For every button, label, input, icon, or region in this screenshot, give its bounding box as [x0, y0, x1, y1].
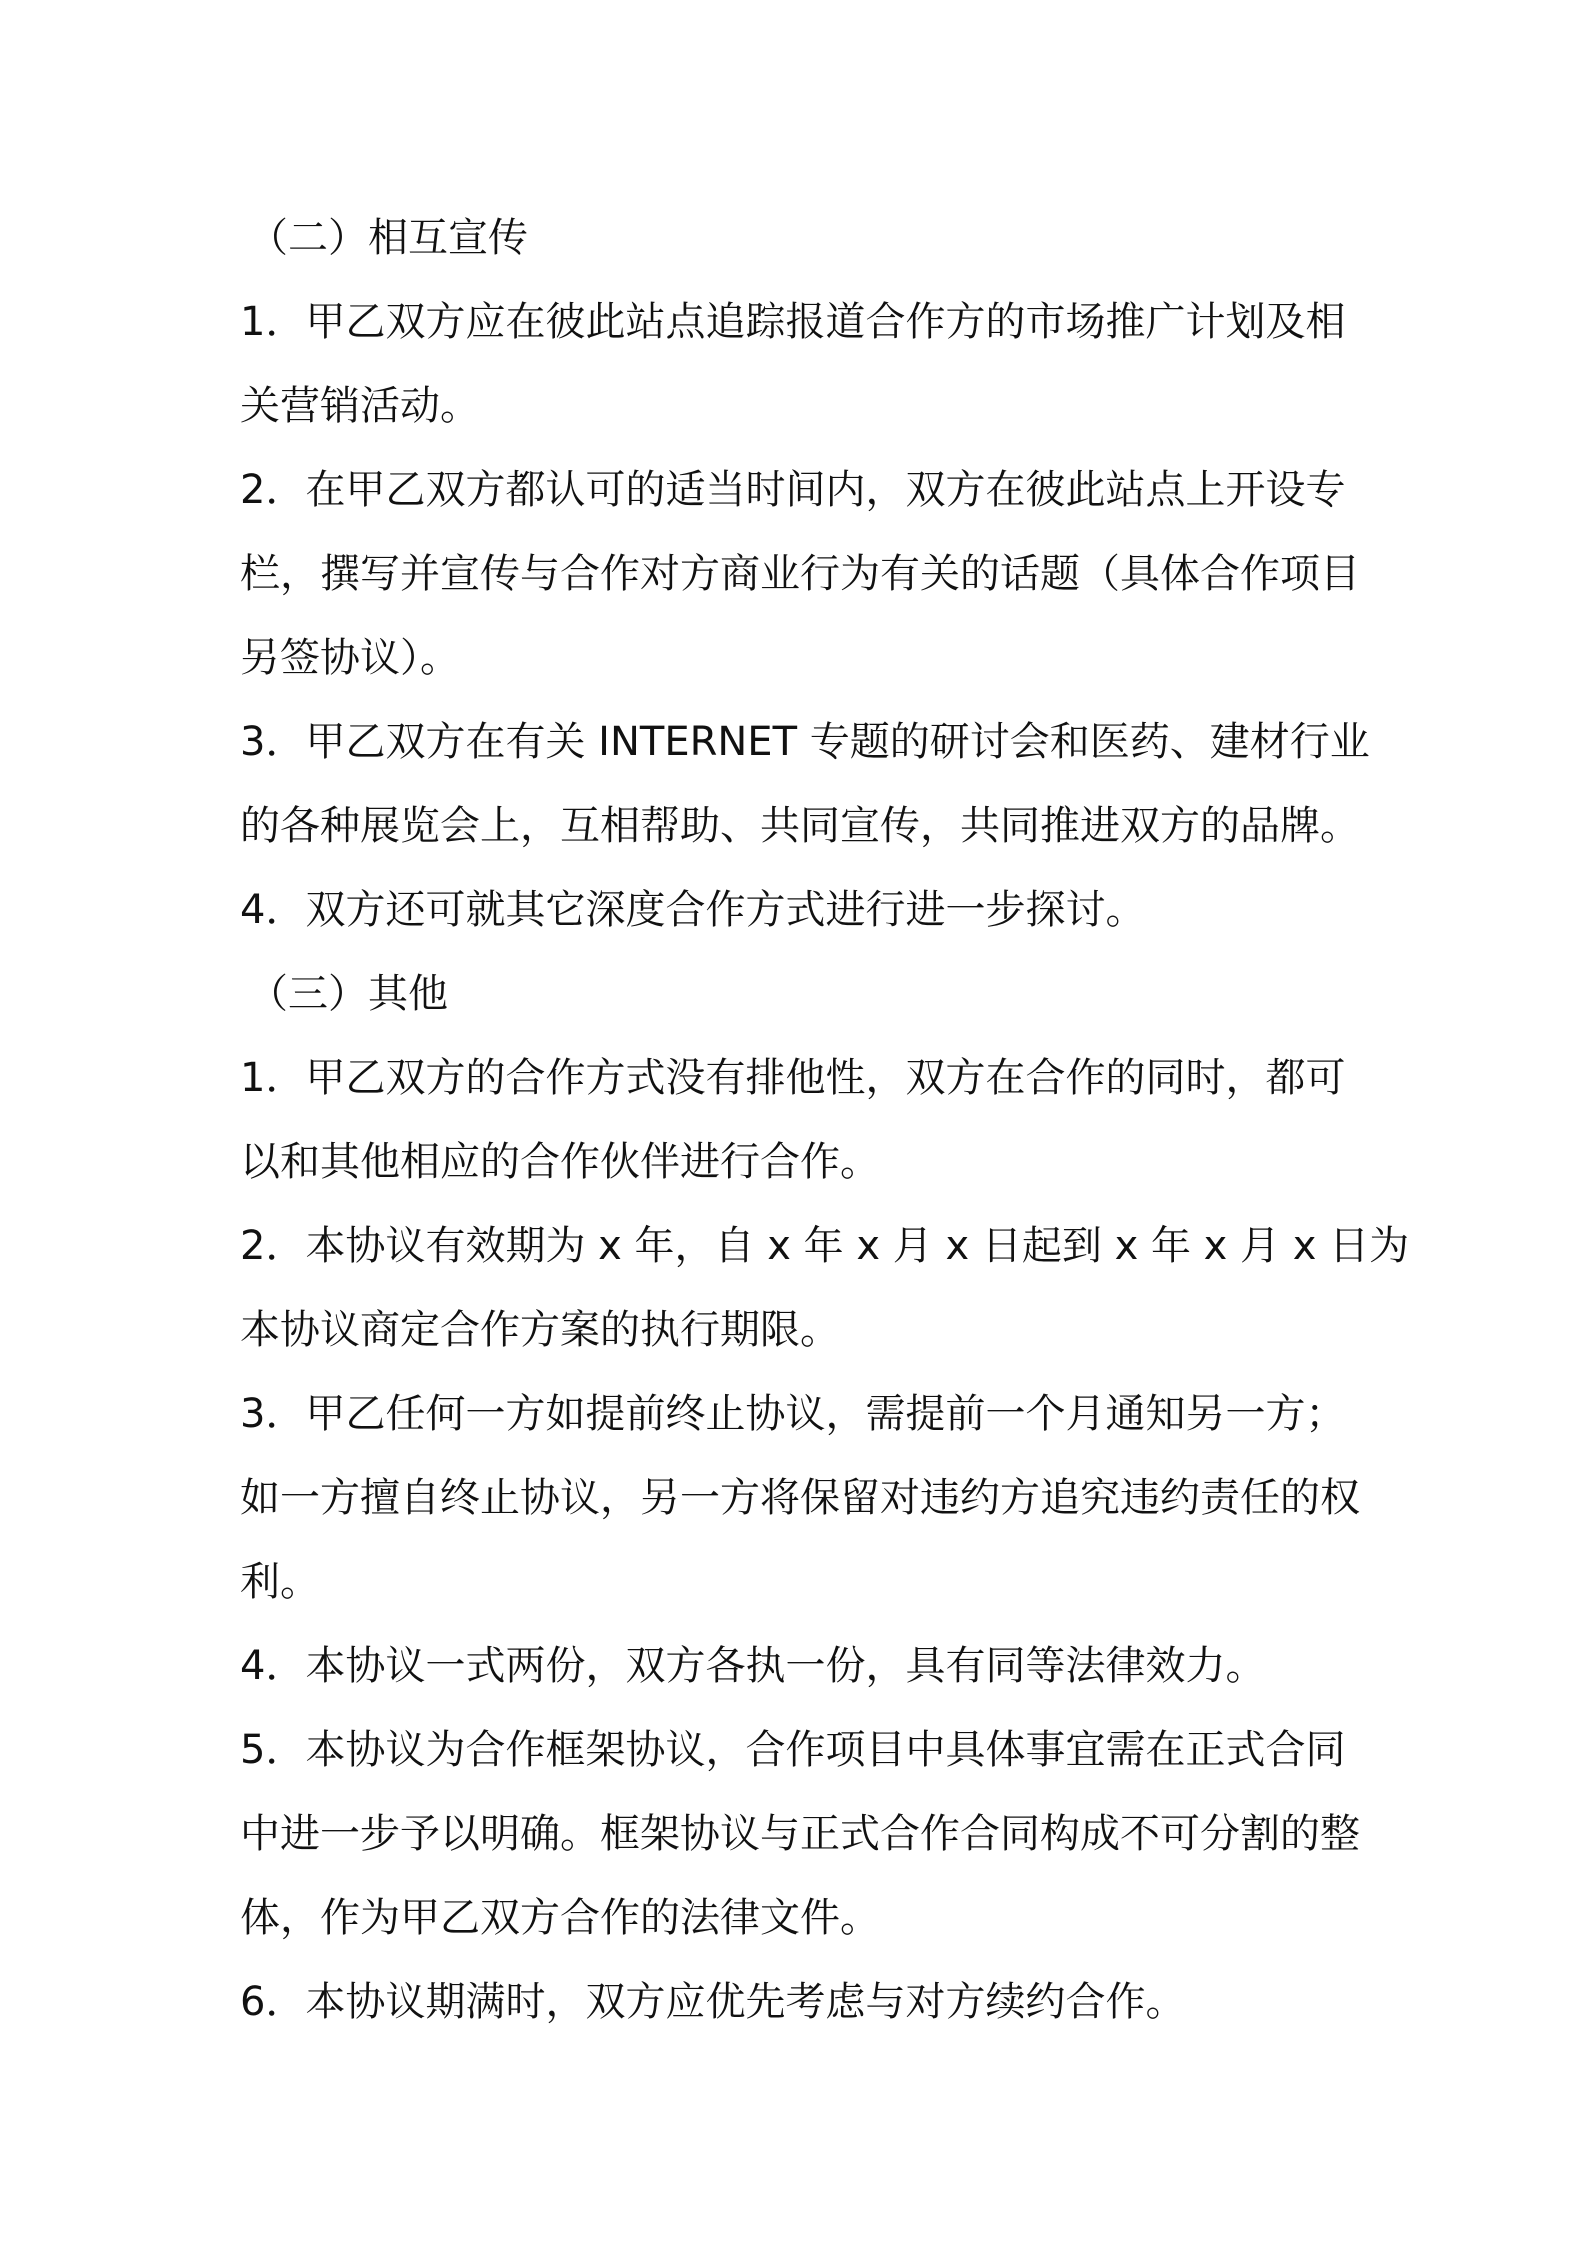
document-line: 关营销活动。	[240, 383, 480, 429]
document-line: 1．甲乙双方应在彼此站点追踪报道合作方的市场推广计划及相	[240, 299, 1346, 345]
document-line: （二）相互宣传	[248, 215, 528, 261]
document-line: 4．本协议一式两份，双方各执一份，具有同等法律效力。	[240, 1643, 1266, 1689]
document-line: 6．本协议期满时，双方应优先考虑与对方续约合作。	[240, 1979, 1186, 2025]
document-line: 2．本协议有效期为 x 年，自 x 年 x 月 x 日起到 x 年 x 月 x 日为	[240, 1223, 1410, 1269]
document-line: 以和其他相应的合作伙伴进行合作。	[240, 1139, 880, 1185]
document-line: 体，作为甲乙双方合作的法律文件。	[240, 1895, 880, 1941]
document-line: 2．在甲乙双方都认可的适当时间内，双方在彼此站点上开设专	[240, 467, 1346, 513]
document-line: 的各种展览会上，互相帮助、共同宣传，共同推进双方的品牌。	[240, 803, 1360, 849]
document-line: 3．甲乙任何一方如提前终止协议，需提前一个月通知另一方；	[240, 1391, 1346, 1437]
document-line: 栏，撰写并宣传与合作对方商业行为有关的话题（具体合作项目	[240, 551, 1360, 597]
document-line: 如一方擅自终止协议，另一方将保留对违约方追究违约责任的权	[240, 1475, 1360, 1521]
document-line: （三）其他	[248, 971, 448, 1017]
document-line: 3．甲乙双方在有关 INTERNET 专题的研讨会和医药、建材行业	[240, 719, 1370, 765]
document-body	[240, 196, 1410, 2044]
document-line: 1．甲乙双方的合作方式没有排他性，双方在合作的同时，都可	[240, 1055, 1346, 1101]
document-line: 另签协议）。	[240, 635, 460, 681]
document-line: 4．双方还可就其它深度合作方式进行进一步探讨。	[240, 887, 1146, 933]
document-line: 5．本协议为合作框架协议，合作项目中具体事宜需在正式合同	[240, 1727, 1346, 1773]
document-line: 利。	[240, 1559, 320, 1605]
document-line: 中进一步予以明确。框架协议与正式合作合同构成不可分割的整	[240, 1811, 1360, 1857]
document-line: 本协议商定合作方案的执行期限。	[240, 1307, 840, 1353]
